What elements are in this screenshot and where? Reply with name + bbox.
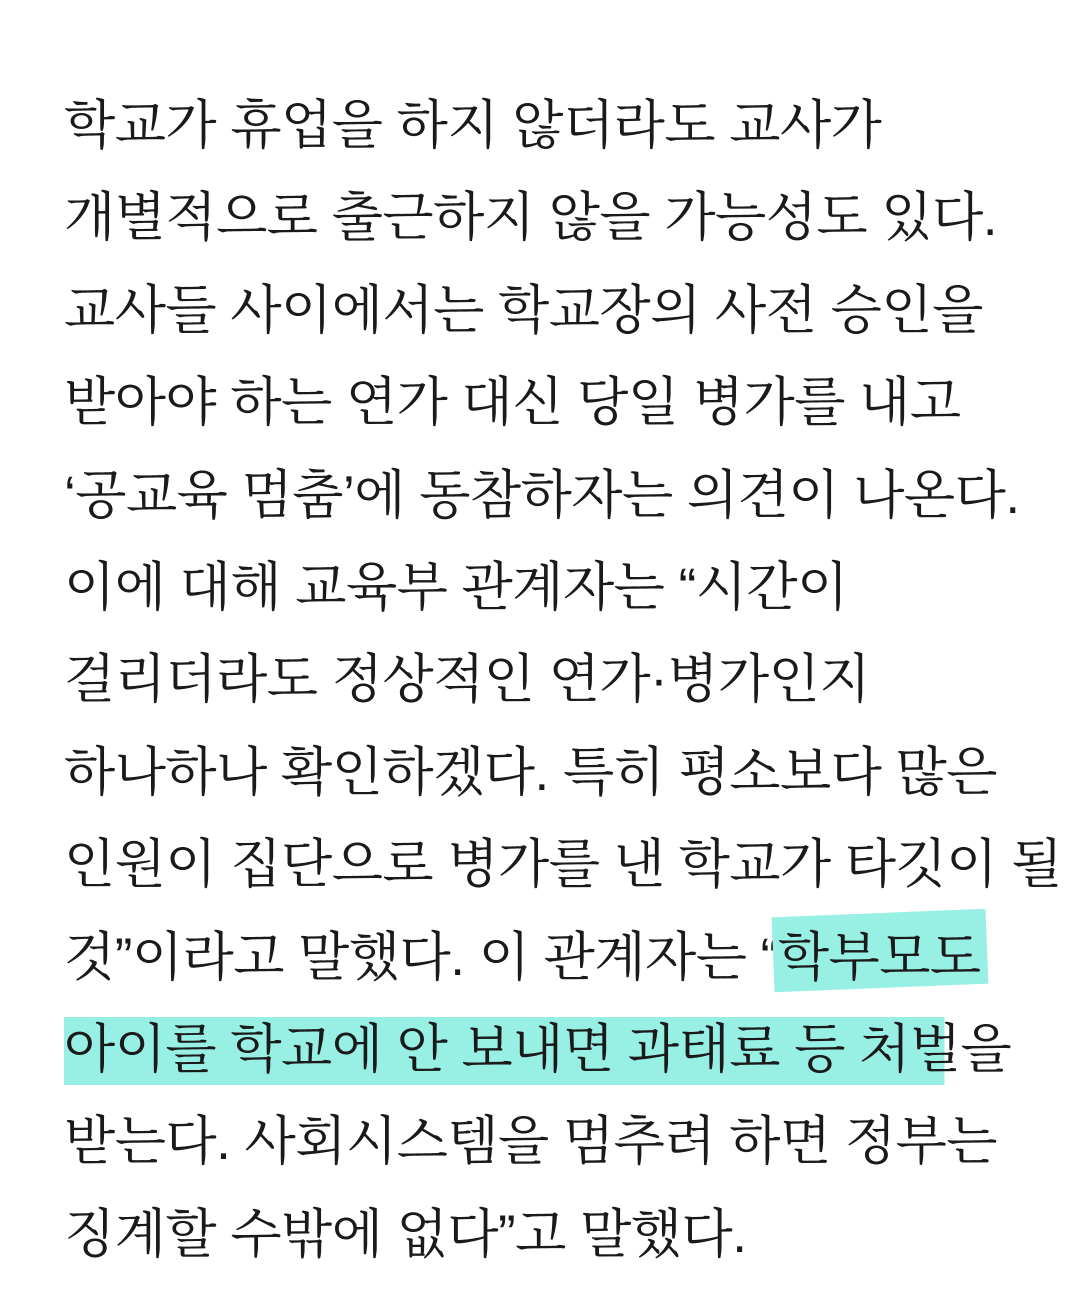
line-text: 개별적으로 출근하지 않을 가능성도 있다.: [64, 188, 997, 248]
paragraph-line: [64, 450, 1024, 542]
highlighted-text[interactable]: 학부모도: [777, 927, 981, 987]
paragraph-line: [64, 819, 1062, 911]
paragraph-line: [64, 1189, 1024, 1281]
line-text: 학교가 휴업을 하지 않더라도 교사가: [64, 96, 882, 155]
paragraph-line: [64, 172, 1024, 264]
line-text: ‘공교육 멈춤’에 동참하자는 의견이 나온다.: [64, 465, 1020, 525]
line-text: 교사들 사이에서는 학교장의 사전 승인을: [64, 280, 983, 340]
line-text: 이에 대해 교육부 관계자는 “시간이: [64, 558, 848, 618]
line-text: 하나하나 확인하겠다. 특히 평소보다 많은: [64, 742, 997, 802]
line-text: 걸리더라도 정상적인 연가·병가인지: [64, 650, 871, 710]
article-body: [64, 80, 1062, 1281]
highlighted-text[interactable]: 아이를 학교에 안 보내면 과태료 등 처벌을: [64, 1017, 1011, 1085]
paragraph-line: [64, 357, 1024, 449]
paragraph-line: [64, 634, 1024, 726]
paragraph-line: [64, 80, 1024, 172]
paragraph-line: [64, 542, 1024, 634]
line-text: 받아야 하는 연가 대신 당일 병가를 내고: [64, 373, 961, 433]
line-text: 것”이라고 말했다. 이 관계자는 “: [64, 927, 778, 987]
paragraph-line: [64, 727, 1024, 819]
paragraph-line: [64, 1096, 1024, 1188]
paragraph-line: [64, 1004, 1024, 1096]
line-text: 인원이 집단으로 병가를 낸 학교가 타깃이 될: [64, 835, 1062, 895]
line-text: 받는다. 사회시스템을 멈추려 하면 정부는: [64, 1112, 997, 1172]
line-text: 징계할 수밖에 없다”고 말했다.: [64, 1204, 747, 1264]
paragraph-line: [64, 912, 1024, 1004]
paragraph-line: [64, 265, 1024, 357]
